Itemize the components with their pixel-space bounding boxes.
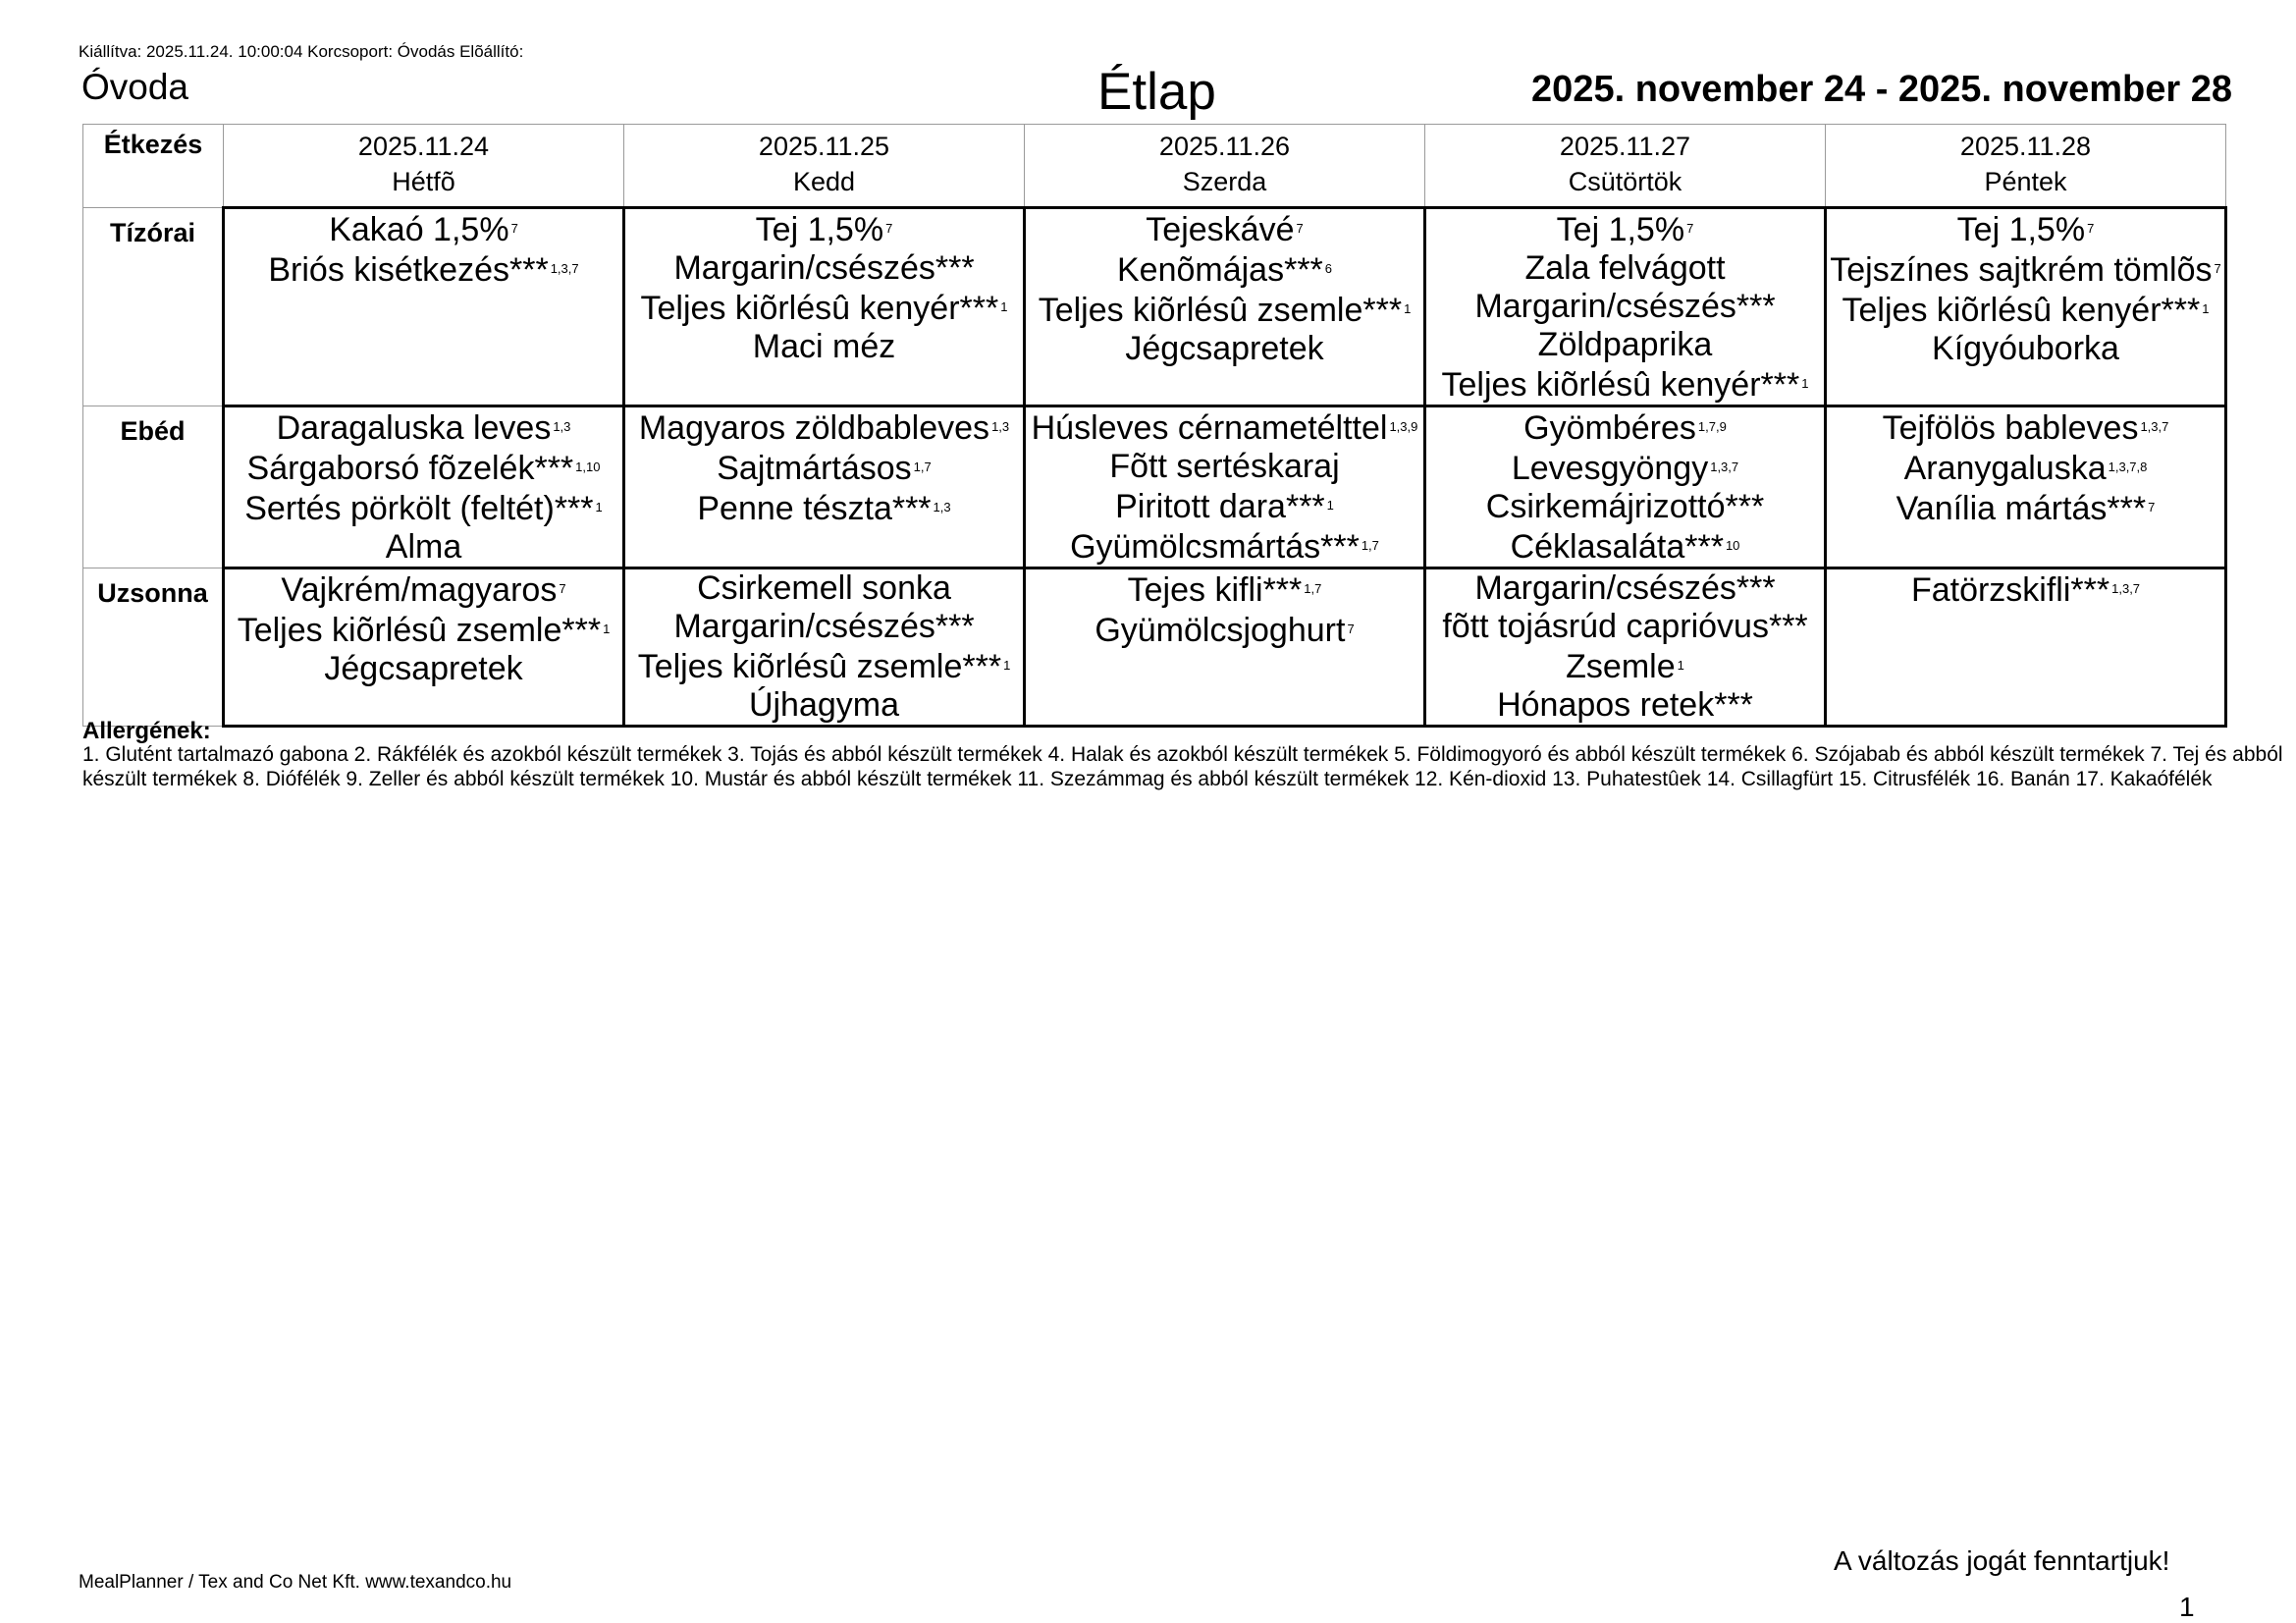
menu-item: [225, 209, 622, 249]
menu-item: [1827, 488, 2224, 528]
menu-item: [625, 288, 1023, 328]
meal-row-uzsonna: [83, 568, 2226, 727]
allergen-codes: 10: [1725, 538, 1740, 553]
menu-item-text: Magyaros zöldbableves: [638, 409, 990, 447]
page-title: Étlap: [1097, 63, 1216, 121]
menu-cell: [1826, 208, 2226, 406]
menu-item-text: Tejfölös bableves: [1882, 409, 2139, 447]
menu-item-text: Gyümölcsjoghurt: [1095, 612, 1346, 649]
menu-item: [1426, 646, 1824, 686]
menu-item-text: Zsemle: [1566, 648, 1676, 685]
menu-item: [1426, 526, 1824, 567]
menu-item: [1026, 407, 1423, 448]
allergen-codes: 7: [559, 581, 566, 596]
menu-item-text: Teljes kiõrlésû zsemle***: [237, 612, 602, 649]
menu-item-text: Fõtt sertéskaraj: [1109, 448, 1340, 485]
menu-item-text: Teljes kiõrlésû kenyér***: [640, 290, 999, 327]
menu-cell: [224, 406, 624, 568]
allergen-codes: 1,7,9: [1697, 419, 1727, 434]
menu-item: [625, 488, 1023, 528]
allergen-codes: 1,7: [1361, 538, 1379, 553]
menu-item: [225, 448, 622, 488]
allergen-codes: 1,7: [1304, 581, 1322, 596]
menu-item-text: Vajkrém/magyaros: [281, 571, 558, 609]
menu-item: [1026, 249, 1423, 290]
menu-item-text: Margarin/csészés***: [673, 608, 975, 645]
menu-item-text: Zala felvágott: [1524, 249, 1726, 287]
menu-item: [625, 608, 1023, 646]
menu-item-text: Sertés pörkölt (feltét)***: [244, 490, 594, 527]
menu-item: [1426, 686, 1824, 725]
school-name: Óvoda: [81, 67, 189, 107]
menu-item-text: Maci méz: [752, 328, 896, 365]
menu-item-text: Céklasaláta***: [1510, 528, 1724, 566]
menu-cell: [1826, 568, 2226, 727]
allergen-codes: 7: [2087, 221, 2095, 236]
menu-item-text: Piritott dara***: [1115, 488, 1325, 525]
menu-item: [625, 209, 1023, 249]
menu-item-text: Sajtmártásos: [717, 450, 912, 487]
menu-item: [625, 407, 1023, 448]
allergen-codes: 1,3,7,8: [2108, 460, 2148, 474]
allergen-codes: 7: [1296, 221, 1304, 236]
menu-item-text: Hónapos retek***: [1497, 686, 1753, 724]
menu-item: [1827, 407, 2224, 448]
issue-meta: Kiállítva: 2025.11.24. 10:00:04 Korcsoport: Óvodás Elõállító:: [79, 42, 524, 61]
menu-item-text: Tej 1,5%: [1956, 211, 2086, 248]
allergen-codes: 1: [595, 500, 603, 514]
menu-item-text: Vanília mártás***: [1896, 490, 2147, 527]
menu-item-text: Csirkemájrizottó***: [1485, 488, 1765, 525]
menu-item: [225, 650, 622, 688]
menu-item: [225, 488, 622, 528]
menu-item-text: Briós kisétkezés***: [268, 251, 549, 289]
day-name: Csütörtök: [1568, 167, 1682, 196]
menu-item-text: Aranygaluska: [1903, 450, 2107, 487]
menu-item-text: Tejeskávé: [1146, 211, 1295, 248]
menu-item-text: Tejszínes sajtkrém tömlõs: [1830, 251, 2213, 289]
menu-item-text: Gyömbéres: [1523, 409, 1696, 447]
menu-item-text: Gyümölcsmártás***: [1070, 528, 1360, 566]
menu-item-text: Penne tészta***: [697, 490, 932, 527]
allergen-codes: 1: [1326, 498, 1334, 513]
allergen-codes: 1: [1003, 658, 1011, 673]
menu-item-text: Fatörzskifli***: [1910, 571, 2110, 609]
allergen-codes: 7: [1686, 221, 1694, 236]
menu-cell: [1425, 568, 1826, 727]
date-range: 2025. november 24 - 2025. november 28: [1531, 69, 2232, 110]
menu-item: [225, 249, 622, 290]
menu-item-text: Újhagyma: [748, 686, 900, 724]
allergen-codes: 7: [1347, 622, 1355, 636]
menu-item: [1827, 330, 2224, 368]
menu-item-text: Tej 1,5%: [1556, 211, 1685, 248]
allergen-list: 1. Glutént tartalmazó gabona 2. Rákfélék és azokból készült termékek 3. Tojás és abból készült termékek 4. Halak és azokból készült termékek 5. Földimogyoró és abból készült termékek 6. Szójabab és abból készült termékek 7. Tej és abból készült termékek 8. Diófélék 9. Zeller és abból készült termékek 10. Mustár és abból készült termékek 11. Szezámmag és abból készült termékek 12. Kén-dioxid 13. Puhatestûek 14. Csillagfürt 15. Citrusfélék 16. Banán 17. Kakaófélék: [82, 743, 2283, 790]
menu-item-text: Teljes kiõrlésû zsemle***: [637, 648, 1002, 685]
allergen-codes: 1: [1404, 301, 1412, 316]
menu-item: [1827, 249, 2224, 290]
menu-cell: [1425, 208, 1826, 406]
meal-row-ebed: [83, 406, 2226, 568]
allergen-codes: 1,3,7: [550, 261, 579, 276]
menu-table: [82, 124, 2227, 728]
allergen-codes: 1,3,7: [2140, 419, 2169, 434]
menu-item: [225, 528, 622, 567]
menu-item-text: Jégcsapretek: [324, 650, 523, 687]
menu-item-text: Alma: [385, 528, 462, 566]
menu-item: [1426, 364, 1824, 405]
allergen-codes: 1,7: [913, 460, 932, 474]
menu-item: [1426, 448, 1824, 488]
menu-item-text: Margarin/csészés***: [673, 249, 975, 287]
day-header: [624, 125, 1025, 208]
meal-label: Uzsonna: [83, 568, 224, 727]
menu-item-text: Tejes kifli***: [1127, 571, 1303, 609]
allergen-codes: 1: [2202, 301, 2210, 316]
allergen-codes: 1,3: [991, 419, 1010, 434]
allergen-codes: 1: [1677, 658, 1684, 673]
menu-item-text: Tej 1,5%: [755, 211, 884, 248]
menu-item-text: Zöldpaprika: [1537, 326, 1713, 363]
allergen-codes: 1,3,7: [1710, 460, 1739, 474]
menu-item-text: Sárgaborsó fõzelék***: [246, 450, 574, 487]
day-name: Kedd: [792, 167, 856, 196]
menu-cell: [1425, 406, 1826, 568]
menu-item-text: Margarin/csészés***: [1474, 569, 1776, 607]
footer-credit: MealPlanner / Tex and Co Net Kft. www.texandco.hu: [79, 1572, 512, 1593]
meal-row-tizorai: [83, 208, 2226, 406]
allergen-codes: 1,3: [933, 500, 951, 514]
menu-item: [1426, 569, 1824, 608]
menu-item: [1827, 209, 2224, 249]
meal-label: Tízórai: [83, 208, 224, 406]
menu-item: [1026, 526, 1423, 567]
menu-item: [1026, 486, 1423, 526]
menu-item-text: Teljes kiõrlésû zsemle***: [1038, 292, 1403, 329]
allergen-codes: 1,3,7: [2111, 581, 2141, 596]
menu-item: [1026, 290, 1423, 330]
day-date: 2025.11.25: [758, 132, 890, 161]
menu-item-text: Kenõmájas***: [1116, 251, 1323, 289]
menu-item-text: fõtt tojásrúd caprióvus***: [1442, 608, 1808, 645]
menu-cell: [624, 568, 1025, 727]
menu-item: [1026, 330, 1423, 368]
menu-item: [625, 448, 1023, 488]
menu-item: [625, 686, 1023, 725]
menu-item: [225, 569, 622, 610]
day-date: 2025.11.24: [357, 132, 490, 161]
menu-item: [1026, 610, 1423, 650]
menu-item: [1426, 288, 1824, 326]
day-name: Hétfõ: [392, 167, 455, 196]
menu-item-text: Csirkemell sonka: [697, 569, 951, 607]
day-name: Szerda: [1182, 167, 1267, 196]
menu-item: [1426, 407, 1824, 448]
menu-item-text: Daragaluska leves: [276, 409, 552, 447]
header-row: [83, 125, 2226, 208]
menu-item-text: Jégcsapretek: [1125, 330, 1324, 367]
menu-item: [1426, 608, 1824, 646]
menu-item: [625, 569, 1023, 608]
menu-item: [1026, 448, 1423, 486]
menu-item: [1426, 488, 1824, 526]
menu-item: [1827, 569, 2224, 610]
allergen-codes: 1,10: [575, 460, 601, 474]
menu-cell: [1025, 406, 1425, 568]
allergen-codes: 7: [510, 221, 518, 236]
day-header: [224, 125, 624, 208]
allergen-codes: 1,3,9: [1389, 419, 1418, 434]
allergen-codes: 6: [1324, 261, 1333, 276]
menu-item: [1026, 569, 1423, 610]
allergen-codes: 7: [885, 221, 893, 236]
allergen-codes: 1: [603, 622, 611, 636]
menu-item-text: Teljes kiõrlésû kenyér***: [1441, 366, 1800, 404]
day-name: Péntek: [1984, 167, 2067, 196]
day-header: [1025, 125, 1425, 208]
meal-label: Ebéd: [83, 406, 224, 568]
menu-item-text: Húsleves cérnametélttel: [1031, 409, 1388, 447]
allergen-codes: 1,3: [553, 419, 571, 434]
menu-item-text: Kakaó 1,5%: [329, 211, 509, 248]
menu-item-text: Kígyóuborka: [1932, 330, 2119, 367]
menu-cell: [1025, 208, 1425, 406]
menu-item: [1426, 209, 1824, 249]
allergen-codes: 7: [2148, 500, 2156, 514]
allergen-codes: 1: [1801, 376, 1809, 391]
menu-item-text: Levesgyöngy: [1511, 450, 1709, 487]
menu-item: [1827, 290, 2224, 330]
day-header: [1826, 125, 2226, 208]
page-number: 1: [2179, 1592, 2195, 1622]
menu-item-text: Teljes kiõrlésû kenyér***: [1842, 292, 2201, 329]
menu-item: [625, 646, 1023, 686]
day-date: 2025.11.26: [1158, 132, 1291, 161]
day-date: 2025.11.28: [1959, 132, 2092, 161]
menu-item: [1426, 249, 1824, 288]
menu-cell: [1826, 406, 2226, 568]
corner-label: Étkezés: [83, 125, 224, 208]
menu-cell: [1025, 568, 1425, 727]
menu-item: [1426, 326, 1824, 364]
menu-item: [225, 407, 622, 448]
menu-item: [1827, 448, 2224, 488]
menu-cell: [624, 208, 1025, 406]
allergen-heading: Allergének:: [82, 718, 211, 744]
menu-item: [625, 328, 1023, 366]
menu-item-text: Margarin/csészés***: [1474, 288, 1776, 325]
menu-cell: [624, 406, 1025, 568]
menu-cell: [224, 208, 624, 406]
day-header: [1425, 125, 1826, 208]
day-date: 2025.11.27: [1559, 132, 1691, 161]
menu-item: [625, 249, 1023, 288]
menu-cell: [224, 568, 624, 727]
menu-item: [225, 610, 622, 650]
footer-notice: A változás jogát fenntartjuk!: [1834, 1545, 2170, 1576]
allergen-codes: 7: [2214, 261, 2221, 276]
allergen-codes: 1: [1000, 299, 1008, 314]
menu-item: [1026, 209, 1423, 249]
